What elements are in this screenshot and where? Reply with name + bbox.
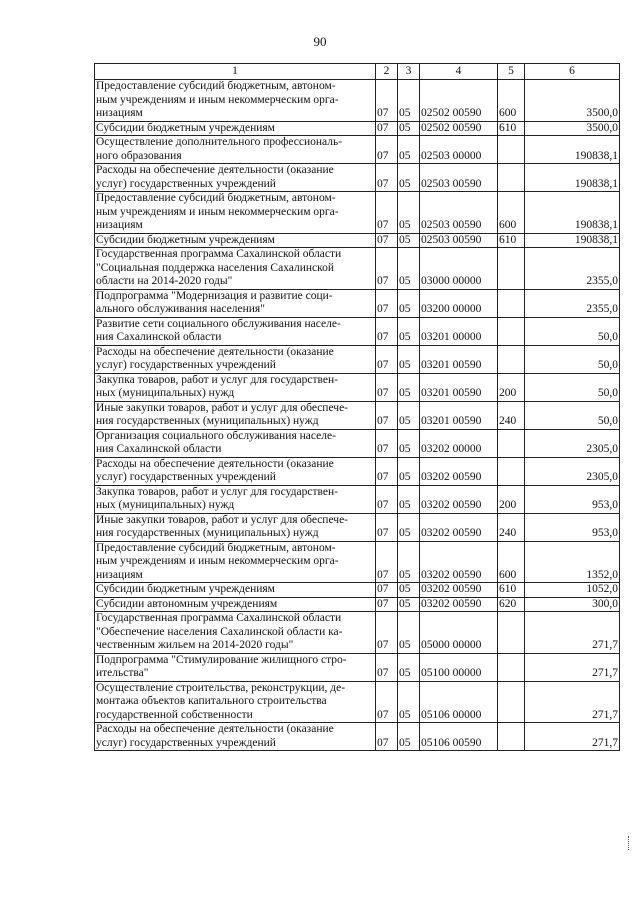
table-row bbox=[95, 401, 620, 429]
table-row bbox=[95, 317, 620, 345]
page-number: 90 bbox=[313, 34, 327, 49]
table-row bbox=[95, 513, 620, 541]
row-name-cell: Закупка товаров, работ и услуг для государствен- ных (муниципальных) нужд bbox=[95, 485, 376, 513]
table-row bbox=[95, 373, 620, 401]
table-row bbox=[95, 233, 620, 248]
amount-cell: 3500,0 bbox=[525, 121, 620, 136]
target-article-cell: 02502 00590 bbox=[420, 80, 498, 122]
subsection-code-cell: 05 bbox=[398, 653, 420, 681]
amount-cell: 50,0 bbox=[525, 401, 620, 429]
target-article-cell: 03201 00590 bbox=[420, 345, 498, 373]
section-code-cell: 07 bbox=[376, 681, 398, 723]
row-name-cell: Предоставление субсидий бюджетным, автоном- ным учреждениям и иным некоммерческим орга- низациям bbox=[95, 80, 376, 122]
expense-type-cell bbox=[498, 612, 525, 654]
table-row bbox=[95, 597, 620, 612]
subsection-code-cell: 05 bbox=[398, 723, 420, 751]
amount-cell: 953,0 bbox=[525, 513, 620, 541]
expense-type-cell: 600 bbox=[498, 80, 525, 122]
amount-cell: 190838,1 bbox=[525, 233, 620, 248]
table-row bbox=[95, 457, 620, 485]
subsection-code-cell: 05 bbox=[398, 429, 420, 457]
column-header: 6 bbox=[525, 64, 620, 80]
table-row bbox=[95, 429, 620, 457]
row-name-cell: Расходы на обеспечение деятельности (оказание услуг) государственных учреждений bbox=[95, 164, 376, 192]
subsection-code-cell: 05 bbox=[398, 317, 420, 345]
row-name-cell: Осуществление дополнительного профессиональ- ного образования bbox=[95, 136, 376, 164]
subsection-code-cell: 05 bbox=[398, 485, 420, 513]
row-name-cell: Иные закупки товаров, работ и услуг для обеспече- ния государственных (муниципальных) нужд bbox=[95, 513, 376, 541]
column-header: 1 bbox=[95, 64, 376, 80]
section-code-cell: 07 bbox=[376, 373, 398, 401]
target-article-cell: 03000 00000 bbox=[420, 248, 498, 290]
target-article-cell: 03202 00590 bbox=[420, 457, 498, 485]
target-article-cell: 03202 00590 bbox=[420, 583, 498, 598]
section-code-cell: 07 bbox=[376, 136, 398, 164]
amount-cell: 2305,0 bbox=[525, 429, 620, 457]
subsection-code-cell: 05 bbox=[398, 345, 420, 373]
table-row bbox=[95, 80, 620, 122]
amount-cell: 2355,0 bbox=[525, 248, 620, 290]
table-row bbox=[95, 248, 620, 290]
target-article-cell: 05000 00000 bbox=[420, 612, 498, 654]
row-name-cell: Предоставление субсидий бюджетным, автоном- ным учреждениям и иным некоммерческим орга- низациям bbox=[95, 541, 376, 583]
subsection-code-cell: 05 bbox=[398, 513, 420, 541]
row-name-cell: Расходы на обеспечение деятельности (оказание услуг) государственных учреждений bbox=[95, 723, 376, 751]
target-article-cell: 03201 00590 bbox=[420, 373, 498, 401]
section-code-cell: 07 bbox=[376, 583, 398, 598]
expense-type-cell bbox=[498, 164, 525, 192]
table-row bbox=[95, 289, 620, 317]
target-article-cell: 03202 00590 bbox=[420, 513, 498, 541]
section-code-cell: 07 bbox=[376, 429, 398, 457]
section-code-cell: 07 bbox=[376, 317, 398, 345]
section-code-cell: 07 bbox=[376, 653, 398, 681]
row-name-cell: Субсидии бюджетным учреждениям bbox=[95, 121, 376, 136]
row-name-cell: Развитие сети социального обслуживания населе- ния Сахалинской области bbox=[95, 317, 376, 345]
column-header: 2 bbox=[376, 64, 398, 80]
section-code-cell: 07 bbox=[376, 485, 398, 513]
budget-table bbox=[94, 63, 620, 751]
target-article-cell: 02503 00590 bbox=[420, 192, 498, 234]
expense-type-cell: 240 bbox=[498, 401, 525, 429]
section-code-cell: 07 bbox=[376, 121, 398, 136]
table-row bbox=[95, 653, 620, 681]
amount-cell: 2305,0 bbox=[525, 457, 620, 485]
table-row bbox=[95, 583, 620, 598]
expense-type-cell: 610 bbox=[498, 121, 525, 136]
section-code-cell: 07 bbox=[376, 233, 398, 248]
subsection-code-cell: 05 bbox=[398, 136, 420, 164]
target-article-cell: 02503 00000 bbox=[420, 136, 498, 164]
expense-type-cell bbox=[498, 457, 525, 485]
expense-type-cell: 200 bbox=[498, 373, 525, 401]
subsection-code-cell: 05 bbox=[398, 401, 420, 429]
section-code-cell: 07 bbox=[376, 597, 398, 612]
expense-type-cell: 600 bbox=[498, 192, 525, 234]
section-code-cell: 07 bbox=[376, 541, 398, 583]
expense-type-cell bbox=[498, 429, 525, 457]
subsection-code-cell: 05 bbox=[398, 80, 420, 122]
expense-type-cell bbox=[498, 136, 525, 164]
amount-cell: 1352,0 bbox=[525, 541, 620, 583]
subsection-code-cell: 05 bbox=[398, 164, 420, 192]
row-name-cell: Предоставление субсидий бюджетным, автоном- ным учреждениям и иным некоммерческим орга- низациям bbox=[95, 192, 376, 234]
section-code-cell: 07 bbox=[376, 401, 398, 429]
target-article-cell: 03202 00000 bbox=[420, 429, 498, 457]
target-article-cell: 03202 00590 bbox=[420, 485, 498, 513]
amount-cell: 50,0 bbox=[525, 345, 620, 373]
section-code-cell: 07 bbox=[376, 513, 398, 541]
subsection-code-cell: 05 bbox=[398, 373, 420, 401]
subsection-code-cell: 05 bbox=[398, 597, 420, 612]
subsection-code-cell: 05 bbox=[398, 192, 420, 234]
expense-type-cell bbox=[498, 289, 525, 317]
subsection-code-cell: 05 bbox=[398, 233, 420, 248]
target-article-cell: 05106 00000 bbox=[420, 681, 498, 723]
scan-mark bbox=[628, 836, 630, 850]
table-header-row bbox=[95, 64, 620, 80]
target-article-cell: 03202 00590 bbox=[420, 541, 498, 583]
amount-cell: 1052,0 bbox=[525, 583, 620, 598]
amount-cell: 190838,1 bbox=[525, 164, 620, 192]
subsection-code-cell: 05 bbox=[398, 583, 420, 598]
expense-type-cell bbox=[498, 681, 525, 723]
amount-cell: 271,7 bbox=[525, 653, 620, 681]
table-row bbox=[95, 723, 620, 751]
expense-type-cell: 610 bbox=[498, 233, 525, 248]
table-row bbox=[95, 121, 620, 136]
amount-cell: 50,0 bbox=[525, 317, 620, 345]
target-article-cell: 02503 00590 bbox=[420, 164, 498, 192]
section-code-cell: 07 bbox=[376, 457, 398, 485]
target-article-cell: 05106 00590 bbox=[420, 723, 498, 751]
row-name-cell: Субсидии бюджетным учреждениям bbox=[95, 583, 376, 598]
amount-cell: 190838,1 bbox=[525, 192, 620, 234]
amount-cell: 3500,0 bbox=[525, 80, 620, 122]
row-name-cell: Организация социального обслуживания населе- ния Сахалинской области bbox=[95, 429, 376, 457]
column-header: 4 bbox=[420, 64, 498, 80]
table-row bbox=[95, 345, 620, 373]
target-article-cell: 03201 00000 bbox=[420, 317, 498, 345]
amount-cell: 190838,1 bbox=[525, 136, 620, 164]
row-name-cell: Закупка товаров, работ и услуг для государствен- ных (муниципальных) нужд bbox=[95, 373, 376, 401]
table-row bbox=[95, 164, 620, 192]
section-code-cell: 07 bbox=[376, 248, 398, 290]
table-row bbox=[95, 485, 620, 513]
table-row bbox=[95, 681, 620, 723]
table-row bbox=[95, 136, 620, 164]
subsection-code-cell: 05 bbox=[398, 248, 420, 290]
row-name-cell: Расходы на обеспечение деятельности (оказание услуг) государственных учреждений bbox=[95, 345, 376, 373]
amount-cell: 50,0 bbox=[525, 373, 620, 401]
amount-cell: 271,7 bbox=[525, 681, 620, 723]
amount-cell: 271,7 bbox=[525, 612, 620, 654]
expense-type-cell: 240 bbox=[498, 513, 525, 541]
section-code-cell: 07 bbox=[376, 289, 398, 317]
target-article-cell: 02503 00590 bbox=[420, 233, 498, 248]
section-code-cell: 07 bbox=[376, 192, 398, 234]
target-article-cell: 05100 00000 bbox=[420, 653, 498, 681]
table-row bbox=[95, 192, 620, 234]
subsection-code-cell: 05 bbox=[398, 541, 420, 583]
table-body bbox=[95, 80, 620, 751]
subsection-code-cell: 05 bbox=[398, 457, 420, 485]
amount-cell: 300,0 bbox=[525, 597, 620, 612]
table-row bbox=[95, 612, 620, 654]
expense-type-cell: 620 bbox=[498, 597, 525, 612]
expense-type-cell: 200 bbox=[498, 485, 525, 513]
row-name-cell: Субсидии бюджетным учреждениям bbox=[95, 233, 376, 248]
subsection-code-cell: 05 bbox=[398, 681, 420, 723]
subsection-code-cell: 05 bbox=[398, 121, 420, 136]
section-code-cell: 07 bbox=[376, 164, 398, 192]
expense-type-cell bbox=[498, 248, 525, 290]
expense-type-cell bbox=[498, 345, 525, 373]
target-article-cell: 03201 00590 bbox=[420, 401, 498, 429]
row-name-cell: Подпрограмма "Модернизация и развитие соци- ального обслуживания населения" bbox=[95, 289, 376, 317]
section-code-cell: 07 bbox=[376, 612, 398, 654]
amount-cell: 2355,0 bbox=[525, 289, 620, 317]
table-row bbox=[95, 541, 620, 583]
row-name-cell: Осуществление строительства, реконструкции, де- монтажа объектов капитального строительства государственной собственности bbox=[95, 681, 376, 723]
column-header: 3 bbox=[398, 64, 420, 80]
subsection-code-cell: 05 bbox=[398, 612, 420, 654]
row-name-cell: Субсидии автономным учреждениям bbox=[95, 597, 376, 612]
row-name-cell: Расходы на обеспечение деятельности (оказание услуг) государственных учреждений bbox=[95, 457, 376, 485]
row-name-cell: Государственная программа Сахалинской области "Социальная поддержка населения Сахалинской области на 2014-2020 годы" bbox=[95, 248, 376, 290]
row-name-cell: Подпрограмма "Стимулирование жилищного стро- ительства" bbox=[95, 653, 376, 681]
target-article-cell: 03202 00590 bbox=[420, 597, 498, 612]
amount-cell: 271,7 bbox=[525, 723, 620, 751]
expense-type-cell bbox=[498, 317, 525, 345]
row-name-cell: Иные закупки товаров, работ и услуг для обеспече- ния государственных (муниципальных) нужд bbox=[95, 401, 376, 429]
target-article-cell: 03200 00000 bbox=[420, 289, 498, 317]
section-code-cell: 07 bbox=[376, 723, 398, 751]
amount-cell: 953,0 bbox=[525, 485, 620, 513]
column-header: 5 bbox=[498, 64, 525, 80]
section-code-cell: 07 bbox=[376, 345, 398, 373]
row-name-cell: Государственная программа Сахалинской области "Обеспечение населения Сахалинской области ка- чественным жильем на 2014-2020 годы" bbox=[95, 612, 376, 654]
expense-type-cell: 600 bbox=[498, 541, 525, 583]
expense-type-cell: 610 bbox=[498, 583, 525, 598]
section-code-cell: 07 bbox=[376, 80, 398, 122]
expense-type-cell bbox=[498, 653, 525, 681]
target-article-cell: 02502 00590 bbox=[420, 121, 498, 136]
subsection-code-cell: 05 bbox=[398, 289, 420, 317]
expense-type-cell bbox=[498, 723, 525, 751]
